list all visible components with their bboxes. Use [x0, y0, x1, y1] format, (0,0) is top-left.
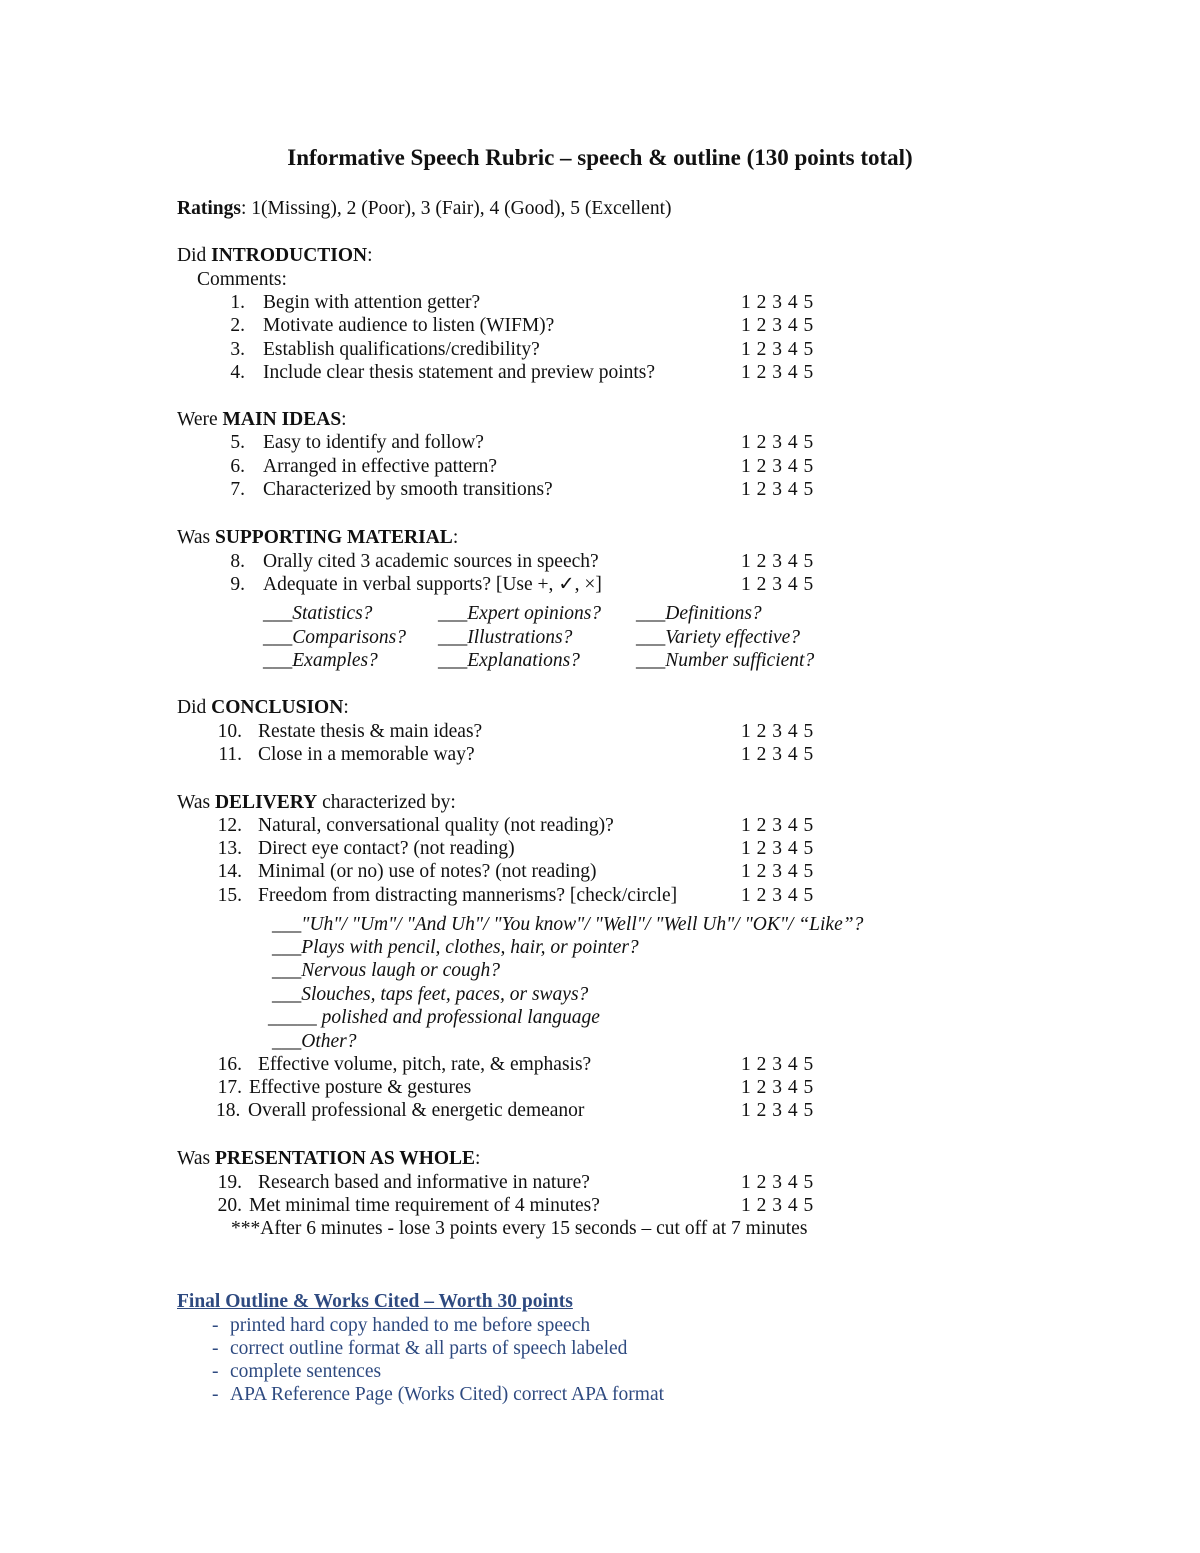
item-text: Easy to identify and follow?	[263, 432, 484, 453]
section-heading-delivery	[177, 793, 456, 813]
item-text: Include clear thesis statement and preview points?	[263, 362, 656, 383]
rating-scale: 1 2 3 4 5	[741, 721, 814, 742]
bullet-text: APA Reference Page (Works Cited) correct APA format	[230, 1384, 665, 1405]
page-title: Informative Speech Rubric – speech & outline (130 points total)	[287, 145, 913, 170]
item-number: 4.	[230, 362, 245, 383]
item-number: 14.	[217, 861, 242, 882]
heading-text: INTRODUCTION	[211, 245, 368, 266]
rating-scale: 1 2 3 4 5	[741, 339, 814, 360]
checklist-item: ___Expert opinions?	[438, 603, 602, 624]
item-text: Research based and informative in nature?	[258, 1172, 590, 1193]
item-text: Natural, conversational quality (not reading)?	[258, 815, 614, 836]
checklist-item: ___Illustrations?	[438, 627, 573, 648]
rating-scale: 1 2 3 4 5	[741, 551, 814, 572]
item-text: Restate thesis & main ideas?	[258, 721, 483, 742]
section-heading-supporting-material	[177, 528, 458, 548]
item-text: Motivate audience to listen (WIFM)?	[263, 315, 555, 336]
heading-text: MAIN IDEAS	[222, 409, 342, 430]
item-number: 12.	[217, 815, 242, 836]
item-number: 18.	[216, 1100, 241, 1121]
rating-scale: 1 2 3 4 5	[741, 432, 814, 453]
item-text: Orally cited 3 academic sources in speech?	[263, 551, 599, 572]
rating-scale: 1 2 3 4 5	[741, 456, 814, 477]
heading-suffix: :	[475, 1148, 481, 1169]
item-text: Direct eye contact? (not reading)	[258, 838, 515, 859]
heading-prefix: Did	[177, 697, 212, 718]
item-number: 19.	[217, 1172, 242, 1193]
rating-scale: 1 2 3 4 5	[741, 292, 814, 313]
item-number: 15.	[217, 885, 242, 906]
rating-scale: 1 2 3 4 5	[741, 744, 814, 765]
heading-text: CONCLUSION	[211, 697, 344, 718]
heading-prefix: Did	[177, 245, 212, 266]
item-number: 13.	[217, 838, 242, 859]
outline-heading: Final Outline & Works Cited – Worth 30 points	[177, 1291, 573, 1312]
rating-scale: 1 2 3 4 5	[741, 362, 814, 383]
checklist-item: ___"Uh"/ "Um"/ "And Uh"/ "You know"/ "Well"/ "Well Uh"/ "OK"/ “Like”?	[272, 914, 864, 935]
checklist-item: ___Plays with pencil, clothes, hair, or pointer?	[272, 937, 639, 958]
rating-scale: 1 2 3 4 5	[741, 815, 814, 836]
heading-suffix: :	[452, 527, 459, 548]
heading-prefix: Was	[177, 792, 215, 813]
item-number: 5.	[230, 432, 245, 453]
bullet-text: correct outline format & all parts of speech labeled	[230, 1338, 628, 1359]
item-text: Characterized by smooth transitions?	[263, 479, 553, 500]
item-number: 17.	[217, 1077, 242, 1098]
ratings-label: Ratings	[177, 198, 241, 219]
item-number: 2.	[230, 315, 245, 336]
time-penalty-note: ***After 6 minutes - lose 3 points every 15 seconds – cut off at 7 minutes	[231, 1218, 808, 1239]
heading-suffix: :	[367, 245, 373, 266]
item-text: Arranged in effective pattern?	[263, 456, 498, 477]
rating-scale: 1 2 3 4 5	[741, 861, 814, 882]
heading-text: SUPPORTING MATERIAL	[214, 527, 453, 548]
item-number: 3.	[230, 339, 245, 360]
heading-prefix: Was	[177, 527, 215, 548]
bullet-dash: -	[212, 1315, 219, 1336]
checklist-item: ___Variety effective?	[636, 627, 801, 648]
checklist-item: ___Comparisons?	[263, 627, 407, 648]
section-heading-introduction	[177, 246, 373, 266]
ratings-text: : 1(Missing), 2 (Poor), 3 (Fair), 4 (Good), 5 (Excellent)	[240, 198, 672, 219]
checklist-item: ___Nervous laugh or cough?	[272, 960, 501, 981]
item-number: 20.	[217, 1195, 242, 1216]
rating-scale: 1 2 3 4 5	[741, 1054, 814, 1075]
heading-suffix: characterized by:	[317, 792, 456, 813]
item-text: Effective posture & gestures	[249, 1077, 472, 1098]
checklist-item: ___Definitions?	[636, 603, 762, 624]
checklist-item: ___Number sufficient?	[636, 650, 815, 671]
heading-text: DELIVERY	[214, 792, 318, 813]
item-text: Met minimal time requirement of 4 minutes?	[249, 1195, 600, 1216]
ratings-line	[177, 199, 671, 219]
item-text: Adequate in verbal supports? [Use +, ✓, ×]	[263, 574, 602, 595]
bullet-dash: -	[212, 1361, 219, 1382]
checklist-item: ___Statistics?	[263, 603, 373, 624]
checklist-item: ___Slouches, taps feet, paces, or sways?	[272, 984, 589, 1005]
rating-scale: 1 2 3 4 5	[741, 885, 814, 906]
bullet-text: complete sentences	[230, 1361, 382, 1382]
item-number: 11.	[218, 744, 242, 765]
bullet-dash: -	[212, 1338, 219, 1359]
bullet-dash: -	[212, 1384, 219, 1405]
rating-scale: 1 2 3 4 5	[741, 838, 814, 859]
item-number: 10.	[217, 721, 242, 742]
rating-scale: 1 2 3 4 5	[741, 574, 814, 595]
heading-prefix: Was	[177, 1148, 215, 1169]
item-number: 9.	[230, 574, 245, 595]
rating-scale: 1 2 3 4 5	[741, 479, 814, 500]
item-text: Establish qualifications/credibility?	[263, 339, 540, 360]
item-number: 6.	[230, 456, 245, 477]
item-number: 7.	[230, 479, 245, 500]
bullet-text: printed hard copy handed to me before speech	[230, 1315, 591, 1336]
item-text: Overall professional & energetic demeanor	[248, 1100, 585, 1121]
rating-scale: 1 2 3 4 5	[741, 315, 814, 336]
item-text: Minimal (or no) use of notes? (not reading)	[258, 861, 597, 882]
item-number: 16.	[217, 1054, 242, 1075]
rating-scale: 1 2 3 4 5	[741, 1077, 814, 1098]
section-heading-main-ideas	[177, 410, 347, 430]
section-heading-conclusion	[177, 698, 349, 718]
item-text: Close in a memorable way?	[258, 744, 475, 765]
comments-label: Comments:	[197, 269, 287, 290]
checklist-item: _____ polished and professional language	[268, 1007, 600, 1028]
item-text: Begin with attention getter?	[263, 292, 481, 313]
item-text: Freedom from distracting mannerisms? [check/circle]	[258, 885, 678, 906]
item-text: Effective volume, pitch, rate, & emphasis?	[258, 1054, 592, 1075]
heading-suffix: :	[341, 409, 347, 430]
checklist-item: ___Explanations?	[438, 650, 580, 671]
checklist-item: ___Examples?	[263, 650, 378, 671]
rating-scale: 1 2 3 4 5	[741, 1172, 814, 1193]
heading-text: PRESENTATION AS WHOLE	[214, 1148, 476, 1169]
checklist-item: ___Other?	[272, 1031, 357, 1052]
rating-scale: 1 2 3 4 5	[741, 1195, 814, 1216]
item-number: 1.	[230, 292, 245, 313]
item-number: 8.	[230, 551, 245, 572]
heading-prefix: Were	[177, 409, 223, 430]
rating-scale: 1 2 3 4 5	[741, 1100, 814, 1121]
section-heading-presentation	[177, 1149, 480, 1169]
heading-suffix: :	[343, 697, 349, 718]
